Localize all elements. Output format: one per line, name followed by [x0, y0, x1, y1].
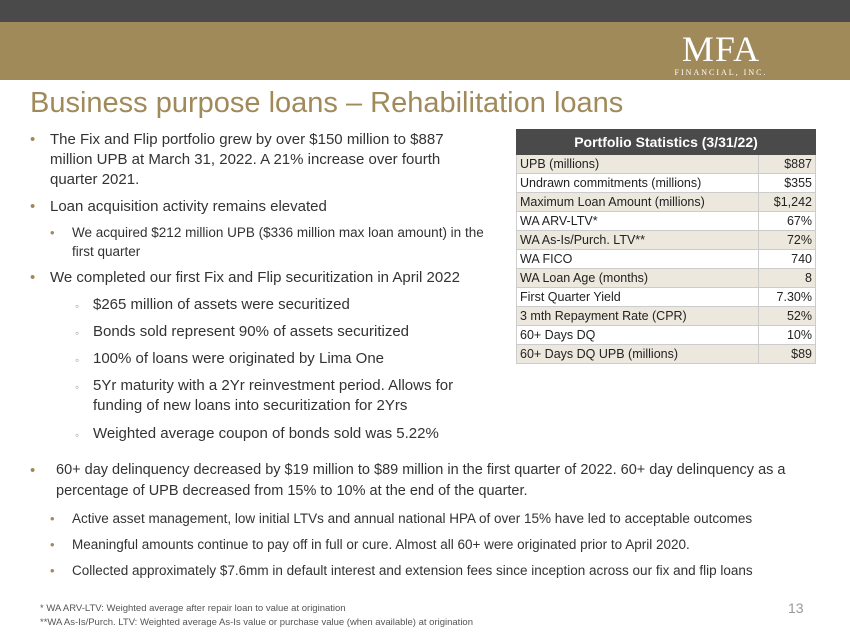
subbullet-bonds-sold — [75, 322, 475, 342]
subbullet-acquired — [50, 223, 490, 261]
bullet-text: 60+ day delinquency decreased by $19 million to $89 million in the first quarter of 2022. 60+ day delinquency as a percentage of UPB decreased from 15% to 10% at the end of the quarter. — [56, 462, 786, 499]
ring-bullet-icon: ◦ — [75, 428, 80, 442]
ring-bullet-icon: ◦ — [75, 326, 80, 340]
bullet-text: Meaningful amounts continue to pay off in full or cure. Almost all 60+ were originated prior to April 2020. — [72, 537, 690, 552]
bullet-dot-icon: • — [50, 511, 55, 526]
page-number: 13 — [788, 600, 804, 616]
row-value: $887 — [758, 155, 815, 174]
table-header: Portfolio Statistics (3/31/22) — [517, 130, 816, 155]
row-value: 67% — [758, 212, 815, 231]
table-row — [517, 288, 816, 307]
row-label: WA FICO — [517, 250, 759, 269]
bullet-delinquency — [30, 460, 800, 502]
bullet-text: Bonds sold represent 90% of assets securitized — [93, 323, 410, 340]
row-label: First Quarter Yield — [517, 288, 759, 307]
row-label: 3 mth Repayment Rate (CPR) — [517, 307, 759, 326]
logo-text: MFA — [681, 29, 761, 69]
table-row — [517, 231, 816, 250]
row-label: WA ARV-LTV* — [517, 212, 759, 231]
bullet-acquisition — [30, 197, 470, 217]
subbullet-payoffs — [50, 535, 820, 554]
row-value: 7.30% — [758, 288, 815, 307]
row-label: Undrawn commitments (millions) — [517, 174, 759, 193]
bullet-dot-icon: • — [30, 131, 36, 148]
mfa-logo — [662, 30, 780, 76]
row-label: 60+ Days DQ — [517, 326, 759, 345]
row-value: $89 — [758, 345, 815, 364]
row-label: WA Loan Age (months) — [517, 269, 759, 288]
footnote-arv-ltv: * WA ARV-LTV: Weighted average after repair loan to value at origination — [40, 603, 346, 614]
row-value: $355 — [758, 174, 815, 193]
bullet-dot-icon: • — [50, 563, 55, 578]
row-label: WA As-Is/Purch. LTV** — [517, 231, 759, 250]
subbullet-maturity — [75, 376, 475, 416]
subbullet-assets-securitized — [75, 295, 475, 315]
subbullet-fees-collected — [50, 561, 820, 580]
bullet-text: 100% of loans were originated by Lima One — [93, 350, 385, 367]
table-row — [517, 174, 816, 193]
ring-bullet-icon: ◦ — [75, 353, 80, 367]
bullet-text: We acquired $212 million UPB ($336 million max loan amount) in the first quarter — [72, 225, 484, 259]
bullet-dot-icon: • — [50, 225, 55, 240]
portfolio-statistics-table — [516, 129, 816, 364]
ring-bullet-icon: ◦ — [75, 299, 80, 313]
ring-bullet-icon: ◦ — [75, 380, 80, 394]
row-value: 10% — [758, 326, 815, 345]
bullet-dot-icon: • — [30, 462, 36, 479]
table-row — [517, 345, 816, 364]
bullet-dot-icon: • — [30, 198, 36, 215]
subbullet-asset-management — [50, 509, 820, 528]
bullet-text: Collected approximately $7.6mm in default interest and extension fees since inception across our fix and flip loans — [72, 563, 753, 578]
bullet-text: We completed our first Fix and Flip securitization in April 2022 — [50, 269, 460, 286]
row-value: $1,242 — [758, 193, 815, 212]
table-row — [517, 193, 816, 212]
slide-title: Business purpose loans – Rehabilitation loans — [30, 87, 624, 119]
table-row — [517, 250, 816, 269]
table-row — [517, 307, 816, 326]
bullet-text: Active asset management, low initial LTVs and annual national HPA of over 15% have led to acceptable outcomes — [72, 511, 753, 526]
bullet-text: Loan acquisition activity remains elevated — [50, 198, 327, 215]
row-label: Maximum Loan Amount (millions) — [517, 193, 759, 212]
bullet-text: $265 million of assets were securitized — [93, 296, 350, 313]
bullet-text: Weighted average coupon of bonds sold was 5.22% — [93, 425, 439, 442]
table-row — [517, 212, 816, 231]
subbullet-lima-one — [75, 349, 475, 369]
row-value: 52% — [758, 307, 815, 326]
logo-subtext: FINANCIAL, INC. — [674, 68, 768, 77]
bullet-text: The Fix and Flip portfolio grew by over $150 million to $887 million UPB at March 31, 2022. A 21% increase over fourth quarter 2021. — [50, 131, 444, 188]
footnote-as-is-ltv: **WA As-Is/Purch. LTV: Weighted average As-Is value or purchase value (when available) at origination — [40, 617, 474, 628]
lower-bullet-list — [30, 460, 820, 580]
table-row — [517, 155, 816, 174]
bullet-dot-icon: • — [50, 537, 55, 552]
bullet-securitization — [30, 268, 480, 288]
row-value: 740 — [758, 250, 815, 269]
row-value: 72% — [758, 231, 815, 250]
subbullet-coupon — [75, 424, 475, 444]
bullet-text: 5Yr maturity with a 2Yr reinvestment period. Allows for funding of new loans into securitization for 2Yrs — [93, 377, 454, 414]
table-row — [517, 326, 816, 345]
bullet-portfolio-growth — [30, 130, 470, 190]
header-dark-band — [0, 0, 850, 22]
table-row — [517, 269, 816, 288]
row-label: 60+ Days DQ UPB (millions) — [517, 345, 759, 364]
bullet-dot-icon: • — [30, 269, 36, 286]
row-value: 8 — [758, 269, 815, 288]
row-label: UPB (millions) — [517, 155, 759, 174]
